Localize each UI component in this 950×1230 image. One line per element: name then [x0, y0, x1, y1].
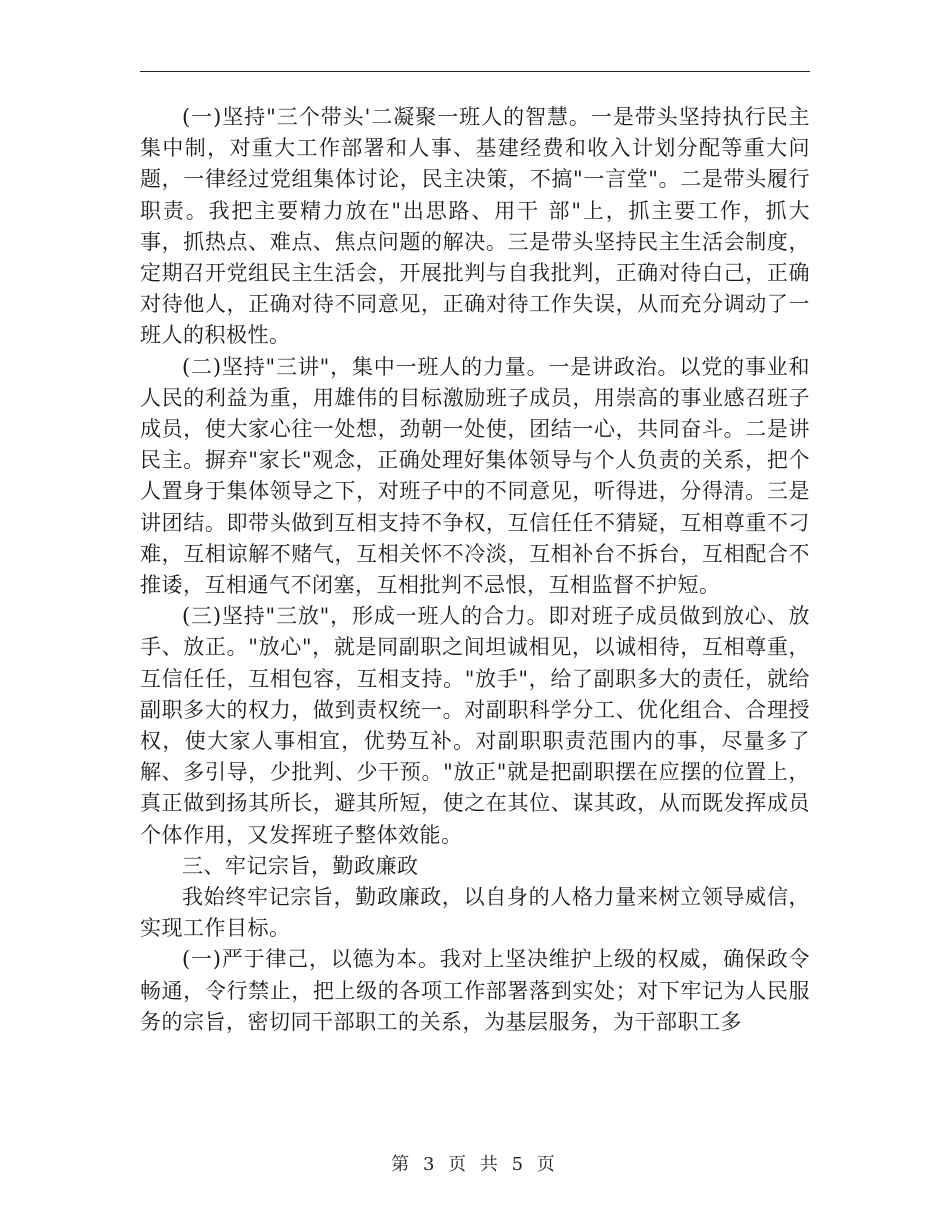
header-rule [140, 71, 810, 72]
paragraph-2: (二)坚持"三讲"，集中一班人的力量。一是讲政治。以党的事业和人民的利益为重，用雄伟的目标激励班子成员，用崇高的事业感召班子成员，使大家心往一处想，劲朝一处使，团结一心，共同奋斗。二是讲民主。摒弃"家长"观念，正确处理好集体领导与个人负责的关系，把个人置身于集体领导之下，对班子中的不同意见，听得进，分得清。三是讲团结。即带头做到互相支持不争权，互信任任不猜疑，互相尊重不刁难，互相谅解不赌气，互相关怀不冷淡，互相补台不拆台，互相配合不推诿，互相通气不闭塞，互相批判不忌恨，互相监督不护短。 [140, 354, 810, 598]
paragraph-3: (三)坚持"三放"，形成一班人的合力。即对班子成员做到放心、放手、放正。"放心"，就是同副职之间坦诚相见，以诚相待，互相尊重，互信任任，互相包容，互相支持。"放手"，给了副职多大的责任，就给副职多大的权力，做到责权统一。对副职科学分工、优化组合、合理授权，使大家人事相宜，优势互补。对副职职责范围内的事，尽量多了解、多引导，少批判、少干预。"放正"就是把副职摆在应摆的位置上，真正做到扬其所长，避其所短，使之在其位、谋其政，从而既发挥成员个体作用，又发挥班子整体效能。 [140, 604, 810, 847]
section-heading: 三、牢记宗旨，勤政廉政 [182, 853, 419, 878]
document-body [140, 102, 810, 1038]
paragraph-4: 我始终牢记宗旨，勤政廉政，以自身的人格力量来树立领导威信，实现工作目标。 [140, 885, 810, 941]
paragraph-1: (一)坚持"三个带头'二凝聚一班人的智慧。一是带头坚持执行民主集中制，对重大工作部署和人事、基建经费和收入计划分配等重大问题，一律经过党组集体讨论，民主决策，不搞"一言堂"。二是带头履行职责。我把主要精力放在"出思路、用干 部"上，抓主要工作，抓大事，抓热点、难点、焦点问题的解决。三是带头坚持民主生活会制度，定期召开党组民主生活会，开展批判与自我批判，正确对待白己，正确对待他人，正确对待不同意见，正确对待工作失误，从而充分调动了一班人的积极性。 [140, 105, 810, 348]
page-number-footer: 第 3 页 共 5 页 [391, 1154, 559, 1175]
paragraph-5: (一)严于律己，以德为本。我对上坚决维护上级的权威，确保政令畅通，令行禁止，把上级的各项工作部署落到实处；对下牢记为人民服务的宗旨，密切同干部职工的关系，为基层服务，为干部职工多 [140, 947, 810, 1034]
